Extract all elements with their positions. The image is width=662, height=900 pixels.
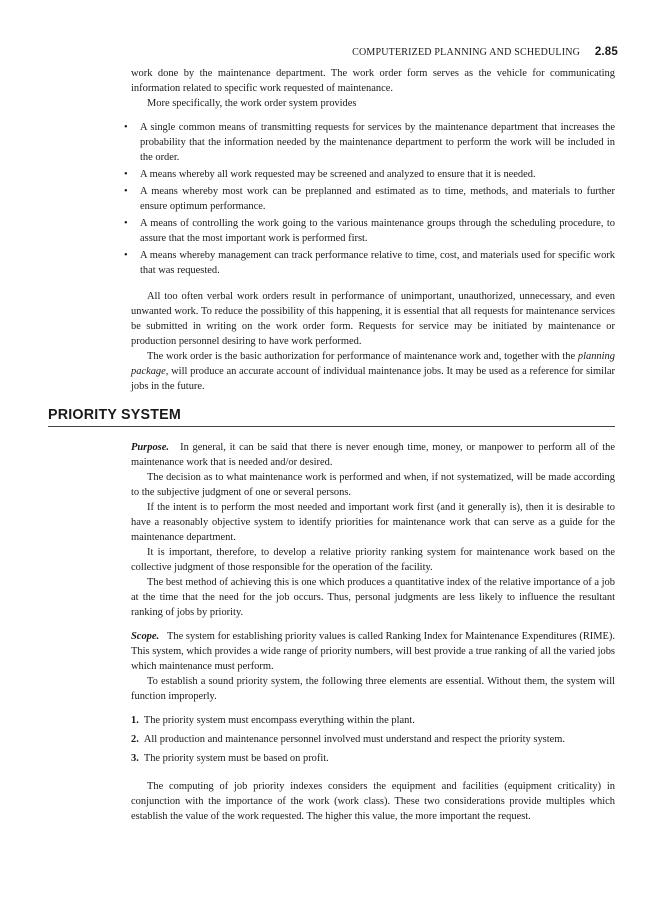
bullet-icon: • [124,169,128,180]
purpose-label: Purpose. [131,442,169,453]
list-item: 2. All production and maintenance personnel involved must understand and respect the priority system. [131,734,565,745]
intro-paragraph: work done by the maintenance department. The work order form serves as the vehicle for communicating information related to specific work requested of maintenance. [131,68,615,94]
intro-lead-in: More specifically, the work order system provides [147,98,357,109]
priority-text-block [131,440,615,824]
planning-package-term: planning package [131,351,615,377]
verbal-orders-paragraph: All too often verbal work orders result in performance of unimportant, unauthorized, unnecessary, and even unwanted work. To reduce the possibility of this happening, it is essential that all requests for maintenance services be submitted in writing on the work order form. Requests for service may be initiated by maintenance or production personnel desiring to have work performed. [131,291,615,347]
bullet-icon: • [124,218,128,229]
scope-label: Scope. [131,631,160,642]
list-item: • A means of controlling the work going to the various maintenance groups through the scheduling procedure, to assure that the most important work is performed first. [124,218,615,244]
bullet-icon: • [124,122,128,133]
work-order-authorization-paragraph: The work order is the basic authorization for performance of maintenance work and, together with the planning package, will produce an accurate account of individual maintenance jobs. It may be used as a reference for similar jobs in the future. [131,351,615,392]
work-order-benefits-list [124,120,615,278]
section-heading: PRIORITY SYSTEM [48,407,615,427]
priority-elements-list [131,713,615,766]
list-item: • A means whereby most work can be preplanned and estimated as to time, methods, and materials to further ensure optimum performance. [124,186,615,212]
list-item: • A means whereby management can track performance relative to time, cost, and materials used for specific work that was requested. [124,250,615,276]
list-item: • A means whereby all work requested may be screened and analyzed to ensure that it is needed. [124,169,536,180]
running-title: COMPUTERIZED PLANNING AND SCHEDULING [352,47,581,58]
paragraph: To establish a sound priority system, the following three elements are essential. Without them, the system will function improperly. [131,676,615,702]
list-item: • A single common means of transmitting requests for services by the maintenance department that increases the probability that the information needed by the maintenance department to perform the work will be included in the order. [124,122,615,163]
closing-paragraph: The computing of job priority indexes considers the equipment and facilities (equipment criticality) in conjunction with the importance of the work (work class). These two considerations provide multiples which establish the value of the work requested. The higher this value, the more important the request. [131,781,615,822]
list-item: 1. The priority system must encompass everything within the plant. [131,715,415,726]
scope-paragraph: Scope. The system for establishing priority values is called Ranking Index for Maintenance Expenditures (RIME). This system, which provides a wide range of priority numbers, will best provide a true ranking of all the varied jobs which maintenance must perform. [131,631,616,672]
running-header [352,46,618,58]
paragraph: The decision as to what maintenance work is performed and when, if not systematized, will be made according to the subjective judgment of one or several persons. [131,472,615,498]
list-item: 3. The priority system must be based on profit. [131,753,329,764]
bullet-icon: • [124,250,128,261]
purpose-paragraph: Purpose. In general, it can be said that there is never enough time, money, or manpower to perform all of the maintenance work that is needed and/or desired. [131,442,615,468]
paragraph: The best method of achieving this is one which produces a quantitative index of the relative importance of a job at the time that the need for the job occurs. Thus, personal judgments are less likely to influence the resultant ranking of jobs by priority. [131,577,615,618]
top-text-block [124,66,615,394]
paragraph: It is important, therefore, to develop a relative priority ranking system for maintenance work based on the collective judgment of those responsible for the operation of the facility. [131,547,615,573]
paragraph: If the intent is to perform the most needed and important work first (and it generally is), then it is desirable to have a reasonably objective system to identify priorities for maintenance work that can serve as a guide for the maintenance department. [131,502,615,543]
page-number: 2.85 [594,46,618,58]
bullet-icon: • [124,186,128,197]
